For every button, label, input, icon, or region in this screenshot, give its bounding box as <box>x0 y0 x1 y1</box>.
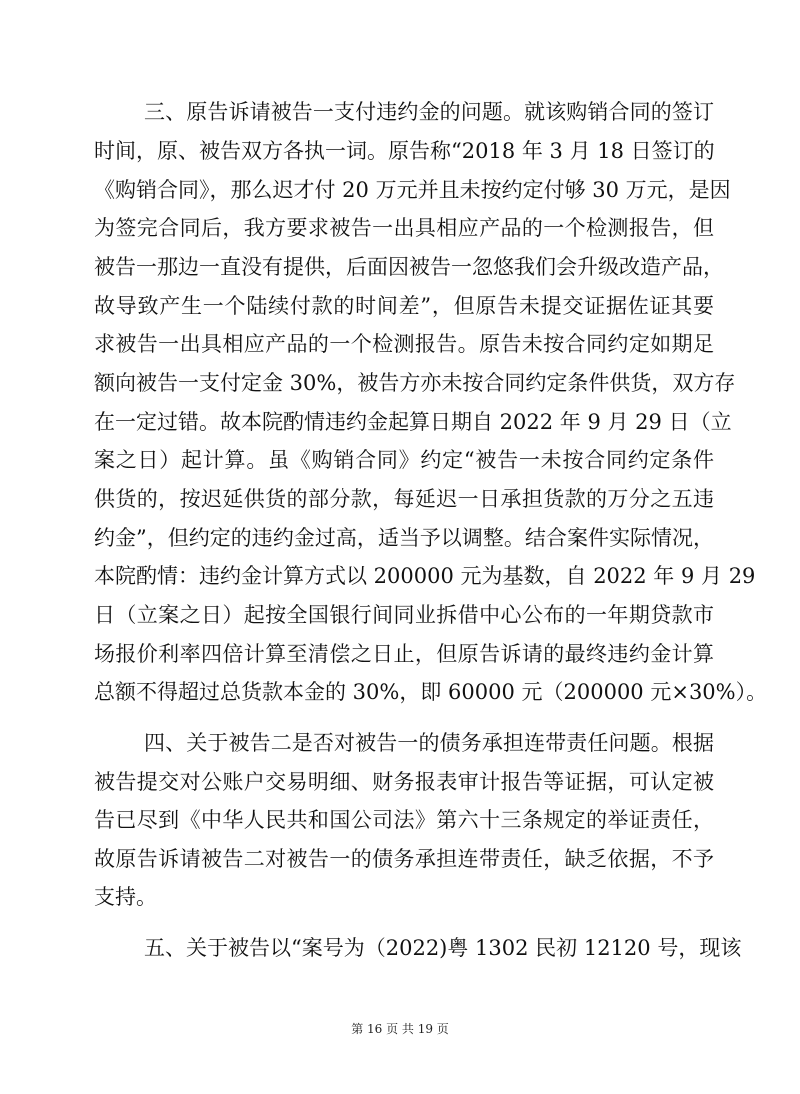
paragraph-line: 四、关于被告二是否对被告一的债务承担连带责任问题。根据 <box>144 731 714 755</box>
paragraph-line: 故原告诉请被告二对被告一的债务承担连带责任，缺乏依据，不予 <box>94 847 714 871</box>
paragraph-line: 时间，原、被告双方各执一词。原告称“2018 年 3 月 18 日签订的 <box>94 139 715 163</box>
paragraph-line: 被告一那边一直没有提供，后面因被告一忽悠我们会升级改造产品， <box>94 255 724 279</box>
paragraph-line: 场报价利率四倍计算至清偿之日止，但原告诉请的最终违约金计算 <box>94 642 714 666</box>
paragraph-line: 五、关于被告以“案号为（2022)粤 1302 民初 12120 号，现该 <box>144 936 742 960</box>
paragraph-line: 《购销合同》，那么迟才付 20 万元并且未按约定付够 30 万元，是因 <box>94 178 731 202</box>
page-number-footer: 第 16 页 共 19 页 <box>351 1022 449 1036</box>
paragraph-line: 支持。 <box>94 885 157 909</box>
paragraph-line: 故导致产生一个陆续付款的时间差”，但原告未提交证据佐证其要 <box>94 294 714 318</box>
paragraph-line: 求被告一出具相应产品的一个检测报告。原告未按合同约定如期足 <box>94 332 714 356</box>
paragraph-line: 为签完合同后，我方要求被告一出具相应产品的一个检测报告，但 <box>94 216 714 240</box>
paragraph-line: 本院酌情：违约金计算方式以 200000 元为基数，自 2022 年 9 月 29 <box>94 564 756 588</box>
paragraph-line: 三、原告诉请被告一支付违约金的问题。就该购销合同的签订 <box>144 100 714 124</box>
paragraph-line: 告已尽到《中华人民共和国公司法》第六十三条规定的举证责任， <box>94 808 714 832</box>
paragraph-line: 总额不得超过总货款本金的 30%，即 60000 元（200000 元×30%）。 <box>94 680 768 704</box>
paragraph-line: 日（立案之日）起按全国银行间同业拆借中心公布的一年期贷款市 <box>94 603 714 627</box>
paragraph-line: 额向被告一支付定金 30%，被告方亦未按合同约定条件供货，双方存 <box>94 371 736 395</box>
paragraph-line: 供货的，按迟延供货的部分款，每延迟一日承担货款的万分之五违 <box>94 487 714 511</box>
paragraph-line: 约金”，但约定的违约金过高，适当予以调整。结合案件实际情况， <box>94 526 714 550</box>
paragraph-line: 案之日）起计算。虽《购销合同》约定“被告一未按合同约定条件 <box>94 448 714 472</box>
paragraph-line: 被告提交对公账户交易明细、财务报表审计报告等证据，可认定被 <box>94 770 714 794</box>
paragraph-line: 在一定过错。故本院酌情违约金起算日期自 2022 年 9 月 29 日（立 <box>94 410 732 434</box>
